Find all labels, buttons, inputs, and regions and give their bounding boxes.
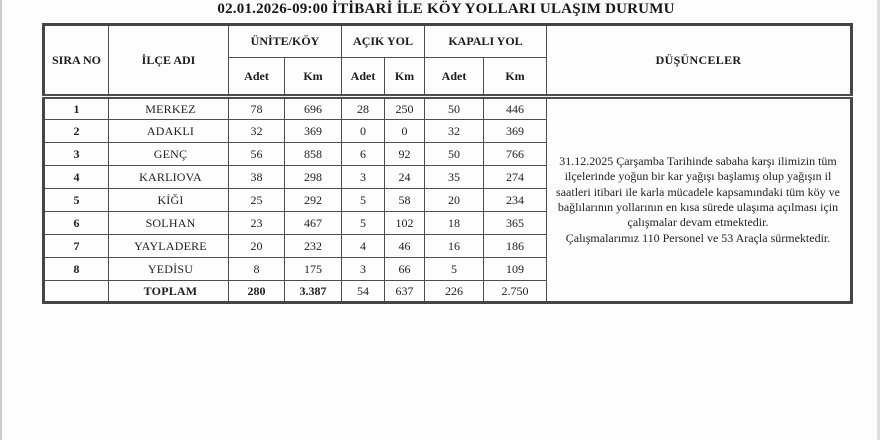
col-header-sira-no: SIRA NO <box>44 25 109 97</box>
district-name: YEDİSU <box>109 258 229 281</box>
kapali-adet: 5 <box>425 258 484 281</box>
unite-adet: 8 <box>229 258 285 281</box>
unite-km: 696 <box>285 97 342 120</box>
unite-adet: 32 <box>229 120 285 143</box>
acik-km: 250 <box>385 97 425 120</box>
acik-adet: 3 <box>342 258 385 281</box>
acik-km: 24 <box>385 166 425 189</box>
district-name: MERKEZ <box>109 97 229 120</box>
table-header <box>44 25 852 97</box>
row-number: 7 <box>44 235 109 258</box>
remarks-paragraph: Çalışmalarımız 110 Personel ve 53 Araçla sürmektedir. <box>565 230 831 245</box>
kapali-km: 234 <box>484 189 547 212</box>
kapali-km: 274 <box>484 166 547 189</box>
col-header-unite-km: Km <box>285 58 342 97</box>
document <box>42 0 850 304</box>
kapali-adet: 35 <box>425 166 484 189</box>
unite-km: 369 <box>285 120 342 143</box>
acik-adet: 28 <box>342 97 385 120</box>
kapali-km: 365 <box>484 212 547 235</box>
total-unite-adet: 280 <box>229 281 285 303</box>
remarks-cell <box>547 97 852 303</box>
unite-km: 232 <box>285 235 342 258</box>
total-unite-km: 3.387 <box>285 281 342 303</box>
kapali-km: 186 <box>484 235 547 258</box>
road-status-table <box>42 23 853 304</box>
col-header-unite-adet: Adet <box>229 58 285 97</box>
acik-km: 92 <box>385 143 425 166</box>
total-sira-empty <box>44 281 109 303</box>
total-kapali-km: 2.750 <box>484 281 547 303</box>
acik-km: 66 <box>385 258 425 281</box>
col-group-acik-yol: AÇIK YOL <box>342 25 425 58</box>
total-acik-km: 637 <box>385 281 425 303</box>
unite-km: 467 <box>285 212 342 235</box>
district-name: SOLHAN <box>109 212 229 235</box>
page-title: 02.01.2026-09:00 İTİBARİ İLE KÖY YOLLARI ULAŞIM DURUMU <box>217 1 675 17</box>
kapali-km: 369 <box>484 120 547 143</box>
col-header-dusunceler: DÜŞÜNCELER <box>547 25 852 97</box>
row-number: 1 <box>44 97 109 120</box>
col-header-ilce-adi: İLÇE ADI <box>109 25 229 97</box>
row-number: 2 <box>44 120 109 143</box>
kapali-km: 446 <box>484 97 547 120</box>
acik-km: 102 <box>385 212 425 235</box>
unite-adet: 25 <box>229 189 285 212</box>
district-name: KARLIOVA <box>109 166 229 189</box>
kapali-adet: 32 <box>425 120 484 143</box>
col-header-kapali-adet: Adet <box>425 58 484 97</box>
district-name: KİĞI <box>109 189 229 212</box>
col-group-kapali-yol: KAPALI YOL <box>425 25 547 58</box>
acik-km: 46 <box>385 235 425 258</box>
row-number: 5 <box>44 189 109 212</box>
row-number: 8 <box>44 258 109 281</box>
unite-km: 298 <box>285 166 342 189</box>
unite-km: 175 <box>285 258 342 281</box>
total-acik-adet: 54 <box>342 281 385 303</box>
unite-adet: 23 <box>229 212 285 235</box>
kapali-adet: 50 <box>425 143 484 166</box>
unite-adet: 78 <box>229 97 285 120</box>
kapali-adet: 18 <box>425 212 484 235</box>
acik-adet: 6 <box>342 143 385 166</box>
row-number: 4 <box>44 166 109 189</box>
district-name: YAYLADERE <box>109 235 229 258</box>
unite-adet: 20 <box>229 235 285 258</box>
acik-adet: 5 <box>342 189 385 212</box>
kapali-adet: 50 <box>425 97 484 120</box>
table-row <box>44 97 852 120</box>
total-kapali-adet: 226 <box>425 281 484 303</box>
photo-edge-left <box>0 0 2 440</box>
row-number: 3 <box>44 143 109 166</box>
kapali-km: 109 <box>484 258 547 281</box>
district-name: GENÇ <box>109 143 229 166</box>
acik-adet: 3 <box>342 166 385 189</box>
remarks-paragraph: 31.12.2025 Çarşamba Tarihinde sabaha karşı ilimizin tüm ilçelerinde yoğun bir kar yağışı başlamış olup yağışın il saatleri itibari ile karla mücadele kapsamındaki tüm köy ve bağlılarının yollarının en kısa sürede ulaşıma açılması için çalışmalar devam etmektedir. <box>556 153 840 230</box>
table-body <box>44 97 852 303</box>
acik-adet: 0 <box>342 120 385 143</box>
col-header-kapali-km: Km <box>484 58 547 97</box>
kapali-adet: 20 <box>425 189 484 212</box>
acik-km: 58 <box>385 189 425 212</box>
acik-km: 0 <box>385 120 425 143</box>
col-group-unite-koy: ÜNİTE/KÖY <box>229 25 342 58</box>
col-header-acik-km: Km <box>385 58 425 97</box>
total-label: TOPLAM <box>109 281 229 303</box>
acik-adet: 5 <box>342 212 385 235</box>
kapali-adet: 16 <box>425 235 484 258</box>
district-name: ADAKLI <box>109 120 229 143</box>
unite-adet: 56 <box>229 143 285 166</box>
acik-adet: 4 <box>342 235 385 258</box>
kapali-km: 766 <box>484 143 547 166</box>
unite-km: 292 <box>285 189 342 212</box>
unite-adet: 38 <box>229 166 285 189</box>
col-header-acik-adet: Adet <box>342 58 385 97</box>
row-number: 6 <box>44 212 109 235</box>
unite-km: 858 <box>285 143 342 166</box>
